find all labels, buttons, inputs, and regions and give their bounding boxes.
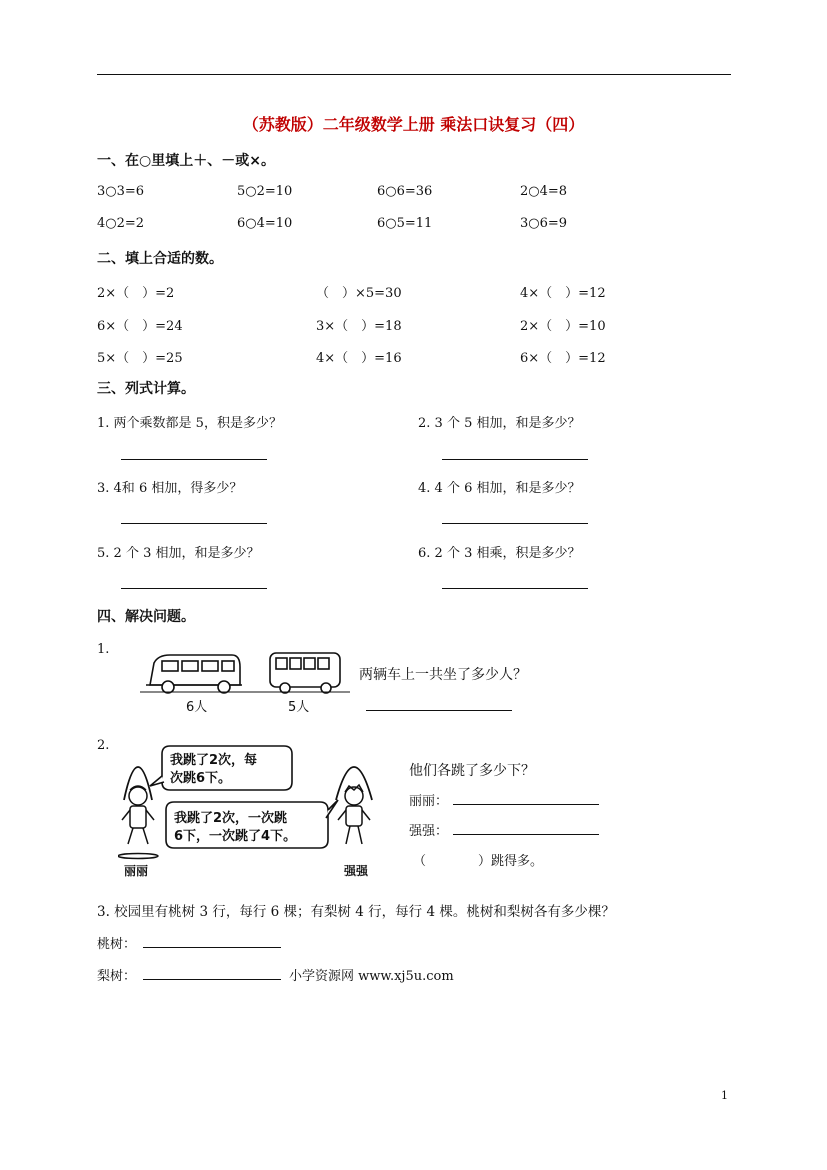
- bubble1-line2: 次跳6下。: [170, 771, 232, 786]
- s2-item: 2×（ ）=10: [520, 319, 606, 334]
- s3-question: 3. 4和 6 相加，得多少？: [97, 481, 243, 496]
- s1-item: 4○2=2: [97, 216, 145, 231]
- answer-line[interactable]: [121, 459, 267, 460]
- girl-name: 丽丽: [124, 864, 149, 878]
- car2-label: 5人: [288, 700, 310, 715]
- problem1-question: 两辆车上一共坐了多少人？: [359, 667, 527, 683]
- car1-label: 6人: [186, 700, 208, 715]
- s3-question: 1. 两个乘数都是 5，积是多少？: [97, 416, 282, 431]
- s1-item: 6○6=36: [377, 184, 433, 199]
- jump-rope-illustration: [118, 740, 390, 880]
- vehicles-illustration: [140, 645, 350, 717]
- s2-item: （ ）×5=30: [316, 286, 402, 301]
- answer-line[interactable]: [121, 523, 267, 524]
- van-icon: [146, 655, 242, 693]
- answer-line[interactable]: [143, 947, 281, 948]
- s2-item: 6×（ ）=12: [520, 351, 606, 366]
- pear-label: 梨树：: [97, 969, 137, 984]
- s2-item: 6×（ ）=24: [97, 319, 183, 334]
- s2-item: 4×（ ）=12: [520, 286, 606, 301]
- s3-question: 4. 4 个 6 相加，和是多少？: [418, 481, 581, 496]
- s3-question: 6. 2 个 3 相乘，积是多少？: [418, 546, 581, 561]
- s1-item: 6○4=10: [237, 216, 293, 231]
- s2-item: 2×（ ）=2: [97, 286, 175, 301]
- answer-line[interactable]: [442, 459, 588, 460]
- s1-item: 2○4=8: [520, 184, 568, 199]
- answer-line[interactable]: [143, 979, 281, 980]
- boy-jumping-icon: [336, 767, 372, 844]
- answer-line[interactable]: [453, 804, 599, 805]
- bubble2-line2: 6下，一次跳了4下。: [174, 829, 297, 844]
- bus-icon: [270, 653, 340, 693]
- s2-item: 3×（ ）=18: [316, 319, 402, 334]
- s1-item: 3○3=6: [97, 184, 145, 199]
- header-rule: [97, 74, 731, 75]
- s1-item: 3○6=9: [520, 216, 568, 231]
- compare-blank[interactable]: （ ）跳得多。: [413, 854, 544, 869]
- answer-line[interactable]: [442, 588, 588, 589]
- section1-heading: 一、在○里填上＋、－或×。: [97, 153, 275, 169]
- s1-item: 5○2=10: [237, 184, 293, 199]
- section3-heading: 三、列式计算。: [97, 381, 195, 397]
- s1-item: 6○5=11: [377, 216, 433, 231]
- answer-line[interactable]: [366, 710, 512, 711]
- s3-question: 2. 3 个 5 相加，和是多少？: [418, 416, 581, 431]
- s2-item: 4×（ ）=16: [316, 351, 402, 366]
- section2-heading: 二、填上合适的数。: [97, 251, 223, 267]
- watermark-text: 小学资源网 www.xj5u.com: [289, 969, 454, 984]
- s3-question: 5. 2 个 3 相加，和是多少？: [97, 546, 260, 561]
- bubble1-line1: 我跳了2次，每: [170, 753, 258, 768]
- s2-item: 5×（ ）=25: [97, 351, 183, 366]
- peach-label: 桃树：: [97, 937, 137, 952]
- lili-label: 丽丽：: [409, 794, 449, 809]
- answer-line[interactable]: [442, 523, 588, 524]
- boy-name: 强强: [344, 864, 369, 878]
- problem3-question: 3. 校园里有桃树 3 行，每行 6 棵；有梨树 4 行，每行 4 棵。桃树和梨树各有多少棵？: [97, 904, 615, 920]
- problem2-question: 他们各跳了多少下？: [409, 763, 535, 779]
- section4-heading: 四、解决问题。: [97, 609, 195, 625]
- problem1-number: 1.: [97, 642, 110, 657]
- qiangqiang-label: 强强：: [409, 824, 449, 839]
- page-title: （苏教版）二年级数学上册 乘法口诀复习（四）: [242, 115, 585, 134]
- girl-jumping-icon: [118, 767, 158, 859]
- answer-line[interactable]: [453, 834, 599, 835]
- problem2-number: 2.: [97, 738, 110, 753]
- page-number: 1: [721, 1089, 728, 1102]
- answer-line[interactable]: [121, 588, 267, 589]
- bubble2-line1: 我跳了2次，一次跳: [174, 811, 288, 826]
